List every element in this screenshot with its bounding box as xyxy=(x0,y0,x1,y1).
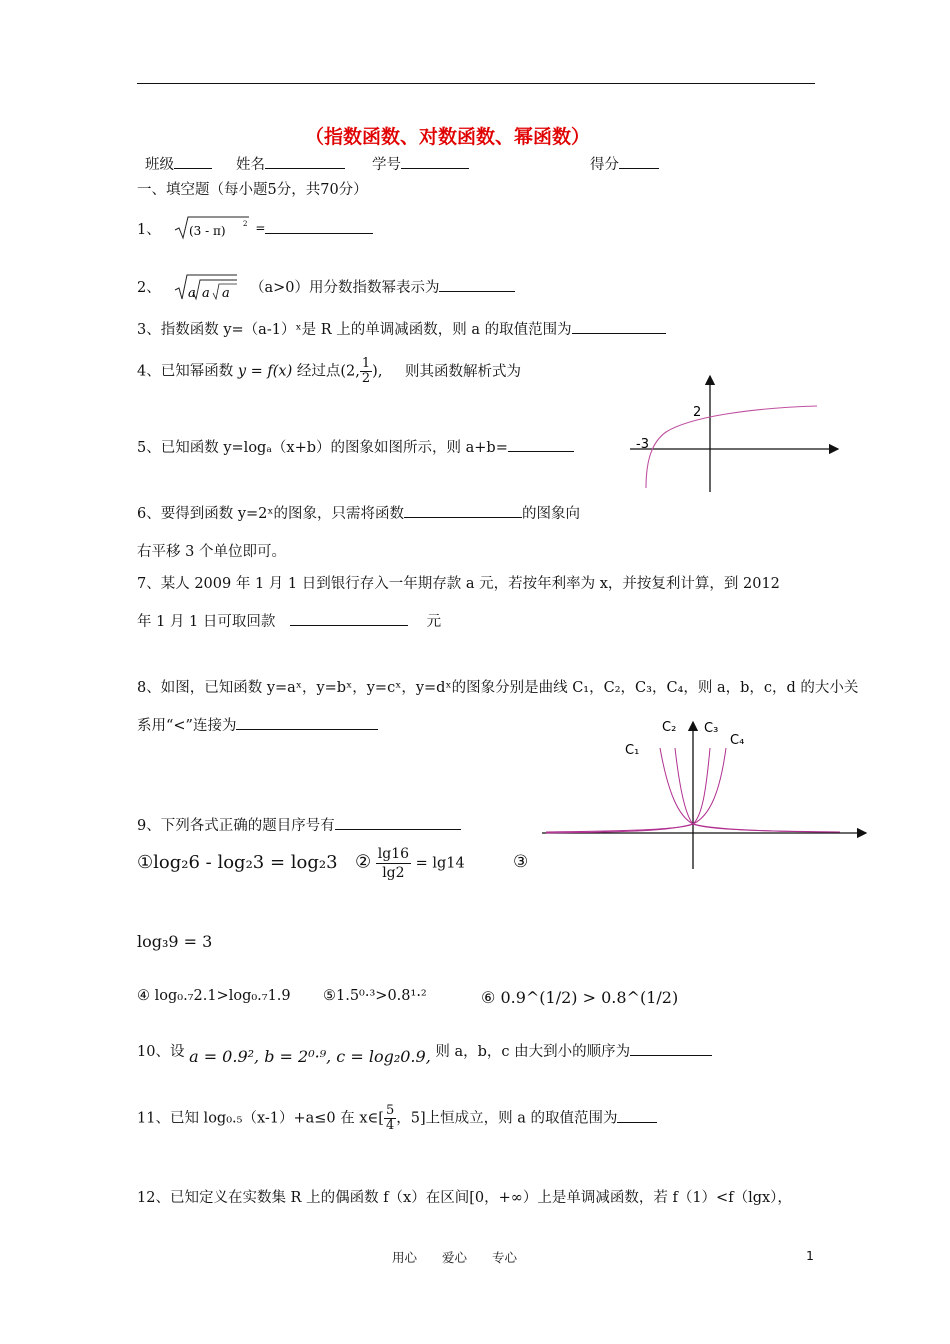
question-8: 8、如图，已知函数 y=aˣ，y=bˣ，y=cˣ，y=dˣ的图象分别是曲线 C₁，C₂，C₃，C₄，则 a，b，c，d 的大小关 xyxy=(137,680,859,696)
sqrt-icon xyxy=(173,214,255,242)
student-id-field: 学号 xyxy=(372,153,469,174)
y-intercept-label: 2 xyxy=(693,405,702,420)
curve-c4 xyxy=(546,748,726,833)
answer-blank xyxy=(617,1108,657,1123)
curve-c1 xyxy=(660,748,840,832)
q9-item-6: ⑥ 0.9^(1/2) > 0.8^(1/2) xyxy=(481,988,679,1007)
q1-expr: (3 - π) xyxy=(189,224,226,238)
log-function-graph xyxy=(600,370,850,495)
name-field: 姓名 xyxy=(236,153,345,174)
question-5: 5、已知函数 y=logₐ（x+b）的图象如图所示，则 a+b= xyxy=(137,436,574,457)
section-heading: 一、填空题（每小题5分，共70分） xyxy=(137,182,368,198)
fraction: $\frac{1}{2}$ xyxy=(361,356,371,386)
curve-label-c4: C₄ xyxy=(730,733,745,748)
answer-blank xyxy=(236,715,378,730)
q9-item-3: log₃9 = 3 xyxy=(137,932,213,951)
answer-blank xyxy=(508,437,574,452)
page-number: 1 xyxy=(806,1248,814,1263)
svg-text:a: a xyxy=(222,286,231,301)
q1-exponent: 2 xyxy=(243,220,248,228)
question-12: 12、已知定义在实数集 R 上的偶函数 f（x）在区间[0，+∞）上是单调减函数，若 f（1）<f（lgx）， xyxy=(137,1190,792,1206)
question-8-line-2: 系用“<”连接为 xyxy=(137,714,378,735)
curve-label-c3: C₃ xyxy=(704,721,719,736)
score-field: 得分 xyxy=(590,153,659,174)
class-field: 班级 xyxy=(145,153,212,174)
question-6: 6、要得到函数 y=2ˣ的图象，只需将函数 的图象向 xyxy=(137,502,580,523)
page-title: （指数函数、对数函数、幂函数） xyxy=(305,126,591,148)
curve-label-c1: C₁ xyxy=(625,743,640,758)
answer-blank xyxy=(439,277,515,292)
answer-blank xyxy=(630,1041,712,1056)
answer-blank xyxy=(335,815,461,830)
curve-c3 xyxy=(546,748,710,832)
question-3: 3、指数函数 y=（a-1）ˣ是 R 上的单调减函数，则 a 的取值范围为 xyxy=(137,318,666,339)
question-1: 1、 (3 - π) 2 = xyxy=(137,206,373,239)
fraction: $\frac{5}{4}$ xyxy=(385,1103,395,1133)
question-9: 9、下列各式正确的题目序号有 xyxy=(137,814,461,835)
fraction: $\frac{\lg 16}{\lg 2}$ xyxy=(377,846,410,881)
q9-item-4: ④ log₀.₇2.1>log₀.₇1.9 xyxy=(137,988,291,1004)
question-2: 2、 a a a （a>0）用分数指数幂表示为 xyxy=(137,262,515,297)
nested-sqrt-icon xyxy=(173,272,239,302)
q9-item-5: ⑤1.5⁰·³>0.8¹·² xyxy=(323,988,427,1004)
curve-label-c2: C₂ xyxy=(662,720,677,735)
q9-item-1: ①log₂6 - log₂3 = log₂3 xyxy=(137,852,338,873)
answer-blank xyxy=(572,319,666,334)
footer-motto: 用心 爱心 专心 xyxy=(392,1250,518,1265)
question-11: 11、已知 log₀.₅（x-1）+a≤0 在 x∈[ $\frac{5}{4}$ ，5]上恒成立，则 a 的取值范围为 xyxy=(137,1104,657,1133)
svg-text:a: a xyxy=(202,286,211,301)
log-curve xyxy=(646,406,817,488)
answer-blank xyxy=(290,611,408,626)
question-4: 4、已知幂函数 y = f(x) 经过点(2, $\frac{1}{2}$ ), 则其函数解析式为 xyxy=(137,356,522,386)
answer-blank xyxy=(404,503,522,518)
svg-text:a: a xyxy=(188,286,197,301)
top-rule xyxy=(137,83,815,84)
answer-blank xyxy=(265,219,373,234)
exponential-curves-graph xyxy=(540,712,870,872)
q9-item-2: ② $\frac{\lg 16}{\lg 2}$ = lg14 xyxy=(355,846,465,881)
question-6-line-2: 右平移 3 个单位即可。 xyxy=(137,544,286,560)
x-intercept-label: -3 xyxy=(636,437,649,452)
question-10: 10、设 a = 0.9², b = 2⁰·⁹, c = log₂0.9, 则 a，b，c 由大到小的顺序为 xyxy=(137,1040,712,1061)
q9-item-3-mark: ③ xyxy=(513,852,529,872)
question-7: 7、某人 2009 年 1 月 1 日到银行存入一年期存款 a 元，若按年利率为 x，并按复利计算，到 2012 xyxy=(137,576,780,592)
question-7-line-2: 年 1 月 1 日可取回款 元 xyxy=(137,610,441,631)
